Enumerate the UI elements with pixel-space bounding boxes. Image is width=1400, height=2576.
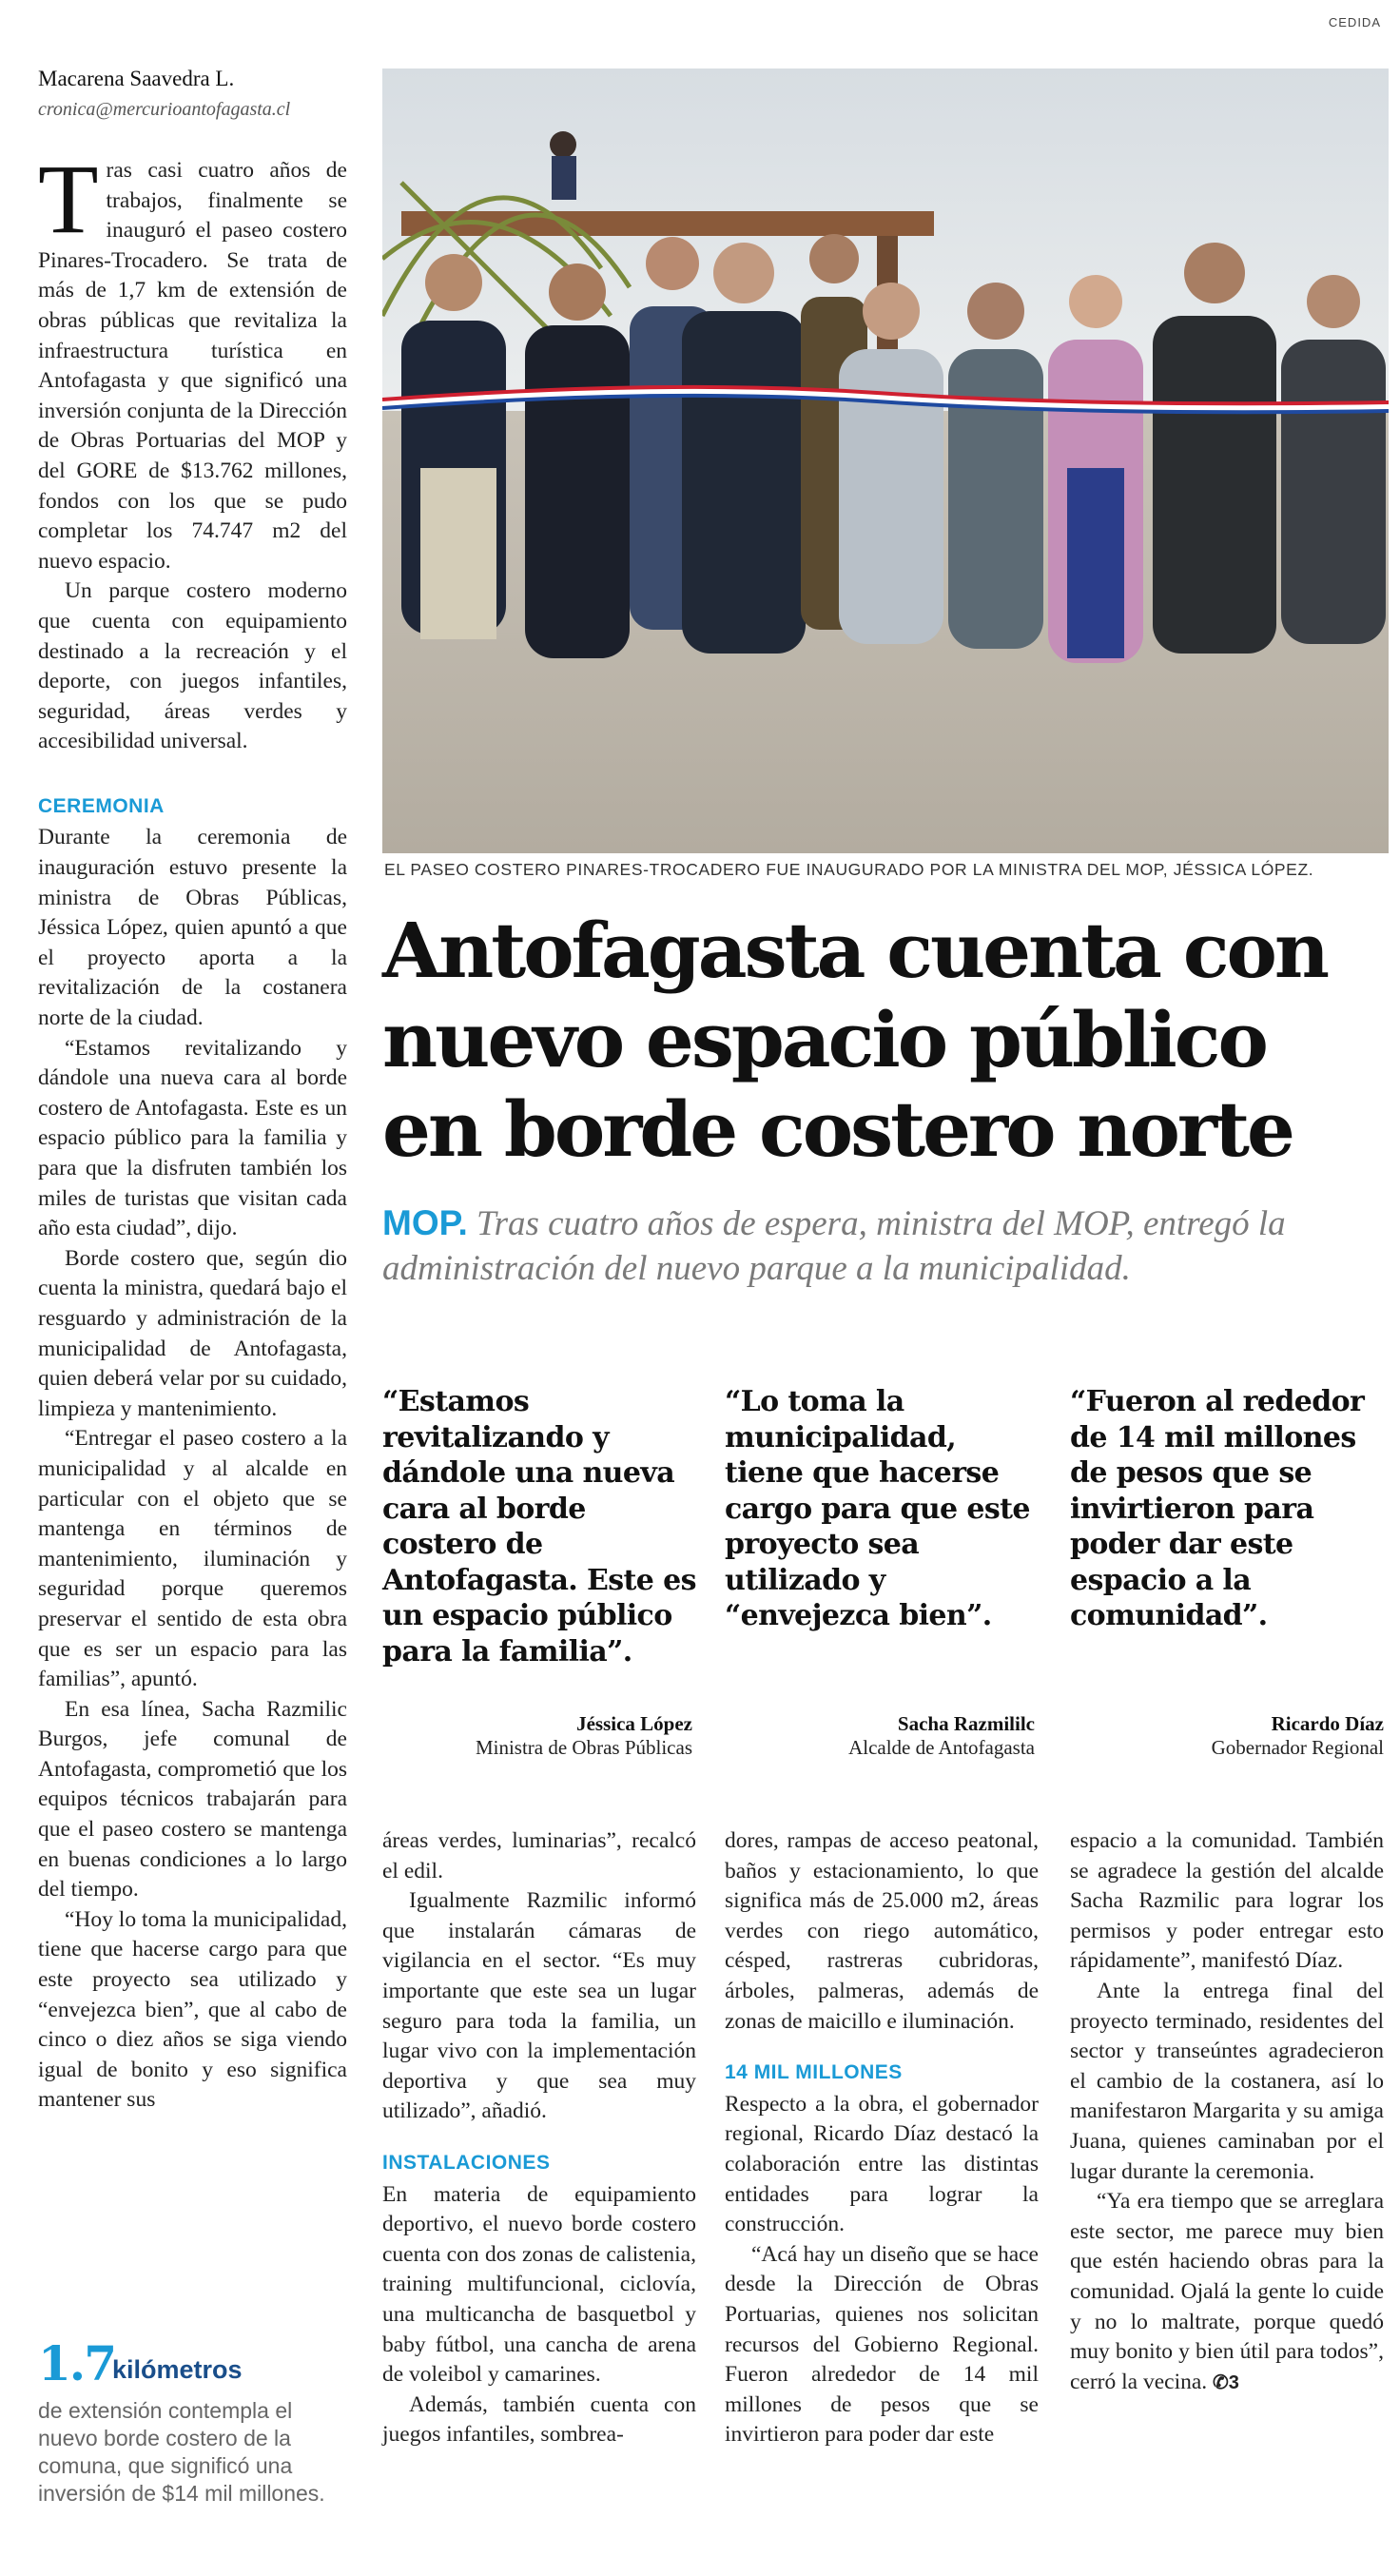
stat-unit: kilómetros xyxy=(112,2355,243,2384)
quote-name: Jéssica López xyxy=(576,1712,692,1735)
left-column xyxy=(38,145,347,2116)
section-subhead: INSTALACIONES xyxy=(382,2151,551,2174)
paragraph: Borde costero que, según dio cuenta la ministra, quedará bajo el resguardo y administración de la municipalidad de Antofagasta, quien deberá velar por su cuidado, limpieza y mantenimiento. xyxy=(38,1245,347,1421)
section-subhead: CEREMONIA xyxy=(38,794,165,817)
paragraph: Respecto a la obra, el gobernador regional, Ricardo Díaz destacó la colaboración entre las distintas entidades para lograr la construcción. xyxy=(725,2091,1039,2237)
paragraph: “Entregar el paseo costero a la municipalidad y al alcalde en particular con el objeto que se mantenga en términos de mantenimiento, iluminación y seguridad porque queremos preservar el sentido de esta obra que es ser un espacio para las familias”, apuntó. xyxy=(38,1426,347,1692)
deck xyxy=(382,1200,1390,1291)
quote-attribution xyxy=(382,1712,692,1760)
paragraph: dores, rampas de acceso peatonal, baños y estacionamiento, lo que significa más de 25.000 m2, áreas verdes con riego automático, césped, rastreras cubridoras, árboles, palmeras, además de zonas de maicillo e iluminación. xyxy=(725,1828,1039,2034)
headline xyxy=(382,906,1390,1174)
quote-name: Sacha Razmililc xyxy=(897,1712,1035,1735)
quote-name: Ricardo Díaz xyxy=(1271,1712,1384,1735)
paragraph: “Estamos revitalizando y dándole una nueva cara al borde costero de Antofagasta. Este es un espacio público para la familia y para que la disfruten también los miles de turistas que visitan cada año esta ciudad”, dijo. xyxy=(38,1035,347,1241)
end-mark-icon: ✆3 xyxy=(1213,2371,1239,2393)
pull-quote xyxy=(382,1384,696,1669)
photo-caption: EL PASEO COSTERO PINARES-TROCADERO FUE INAUGURADO POR LA MINISTRA DEL MOP, JÉSSICA LÓPEZ. xyxy=(384,860,1314,879)
paragraph: Durante la ceremonia de inauguración estuvo presente la ministra de Obras Públicas, Jéssica López, quien apuntó a que el proyecto aporta a la revitalización de la costanera norte de la ciudad. xyxy=(38,825,347,1031)
stat-description: de extensión contempla el nuevo borde costero de la comuna, que significó una inversión de $14 mil millones. xyxy=(38,2398,325,2506)
paragraph: Ante la entrega final del proyecto terminado, residentes del sector y transeúntes agradecieron el cambio de la costanera, así lo manifestaron Margarita y su amiga Juana, quienes caminaban por el lugar durante la ceremonia. xyxy=(1070,1978,1384,2184)
deck-tag: MOP. xyxy=(382,1203,468,1242)
headline-line: en borde costero norte xyxy=(382,1084,1293,1174)
column-2 xyxy=(382,1826,696,2450)
paragraph: espacio a la comunidad. También se agradece la gestión del alcalde Sacha Razmilic para lograr los permisos y poder entregar esto rápidamente”, manifestó Díaz. xyxy=(1070,1828,1384,1974)
drop-cap: T xyxy=(38,145,99,254)
paragraph: “Acá hay un diseño que se hace desde la Dirección de Obras Portuarias, quienes nos solicitan recursos del Gobierno Regional. Fueron alrededor de 14 mil millones de pesos que se invirtieron para poder dar este xyxy=(725,2241,1039,2448)
main-photo xyxy=(382,68,1389,853)
paragraph: Además, también cuenta con juegos infantiles, sombrea- xyxy=(382,2391,696,2448)
quote-role: Alcalde de Antofagasta xyxy=(848,1736,1035,1759)
column-3 xyxy=(725,1826,1039,2450)
paragraph: áreas verdes, luminarias”, recalcó el edil. xyxy=(382,1828,696,1883)
paragraph: Un parque costero moderno que cuenta con equipamiento destinado a la recreación y el deporte, con juegos infantiles, seguridad, áreas verdes y accesibilidad universal. xyxy=(38,578,347,754)
quote-role: Gobernador Regional xyxy=(1211,1736,1384,1759)
quote-text: “Estamos revitalizando y dándole una nueva cara al borde costero de Antofagasta. Este es un espacio público para la familia”. xyxy=(382,1385,696,1669)
paragraph: “Ya era tiempo que se arreglara este sector, me parece muy bien que estén haciendo obras para la comunidad. Ojalá la gente lo cuide y no lo maltrate, porque quedó muy bonito y bien útil para todos”, cerró la vecina. ✆3 xyxy=(1070,2189,1384,2394)
paragraph: En esa línea, Sacha Razmilic Burgos, jefe comunal de Antofagasta, comprometió que los equipos técnicos trabajarán para que el paseo costero se mantenga en buenas condiciones a lo largo del tiempo. xyxy=(38,1696,347,1903)
section-subhead: 14 MIL MILLONES xyxy=(725,2061,903,2084)
paragraph: Igualmente Razmilic informó que instalarán cámaras de vigilancia en el sector. “Es muy importante que este sea un lugar seguro para toda la familia, un lugar vivo con la implementación deportiva y que sea muy utilizado”, añadió. xyxy=(382,1888,696,2124)
stat-number: 1.7 xyxy=(38,2335,115,2391)
pull-quote xyxy=(1070,1384,1384,1634)
headline-line: nuevo espacio público xyxy=(382,995,1266,1084)
quote-role: Ministra de Obras Públicas xyxy=(475,1736,692,1759)
quote-attribution xyxy=(1070,1712,1384,1760)
paragraph: En materia de equipamiento deportivo, el nuevo borde costero cuenta con dos zonas de calistenia, training multifuncional, ciclovía, una multicancha de basquetbol y baby fútbol, una cancha de arena de voleibol y camarines. xyxy=(382,2181,696,2388)
ribbon-cutting-illustration xyxy=(382,68,1389,853)
quote-text: “Fueron al rededor de 14 mil millones de pesos que se invirtieron para poder dar este espacio a la comunidad”. xyxy=(1070,1385,1365,1632)
paragraph: “Hoy lo toma la municipalidad, tiene que hacerse cargo para que este proyecto sea utilizado y “envejezca bien”, que al cabo de cinco o diez años se siga viendo igual de bonito y eso significa mantener sus xyxy=(38,1906,347,2113)
quote-text: “Lo toma la municipalidad, tiene que hacerse cargo para que este proyecto sea utilizado y “envejezca bien”. xyxy=(725,1385,1030,1632)
pull-quote xyxy=(725,1384,1039,1634)
deck-text: Tras cuatro años de espera, ministra del MOP, entregó la administración del nuevo parque a la municipalidad. xyxy=(382,1204,1286,1288)
quote-attribution xyxy=(725,1712,1035,1760)
column-4 xyxy=(1070,1826,1384,2398)
paragraph: Tras casi cuatro años de trabajos, finalmente se inauguró el paseo costero Pinares-Trocadero. Se trata de más de 1,7 km de extensión de obras públicas que revitaliza la infraestructura turística en Antofagasta y que significó una inversión conjunta de la Dirección de Obras Portuarias del MOP y del GORE de $13.762 millones, fondos con los que se pudo completar los 74.747 m2 del nuevo espacio. xyxy=(38,145,347,574)
author-name: Macarena Saavedra L. xyxy=(38,67,235,90)
headline-line: Antofagasta cuenta con xyxy=(382,906,1328,995)
author-email[interactable]: cronica@mercurioantofagasta.cl xyxy=(38,99,291,120)
photo-credit: CEDIDA xyxy=(1328,15,1381,29)
